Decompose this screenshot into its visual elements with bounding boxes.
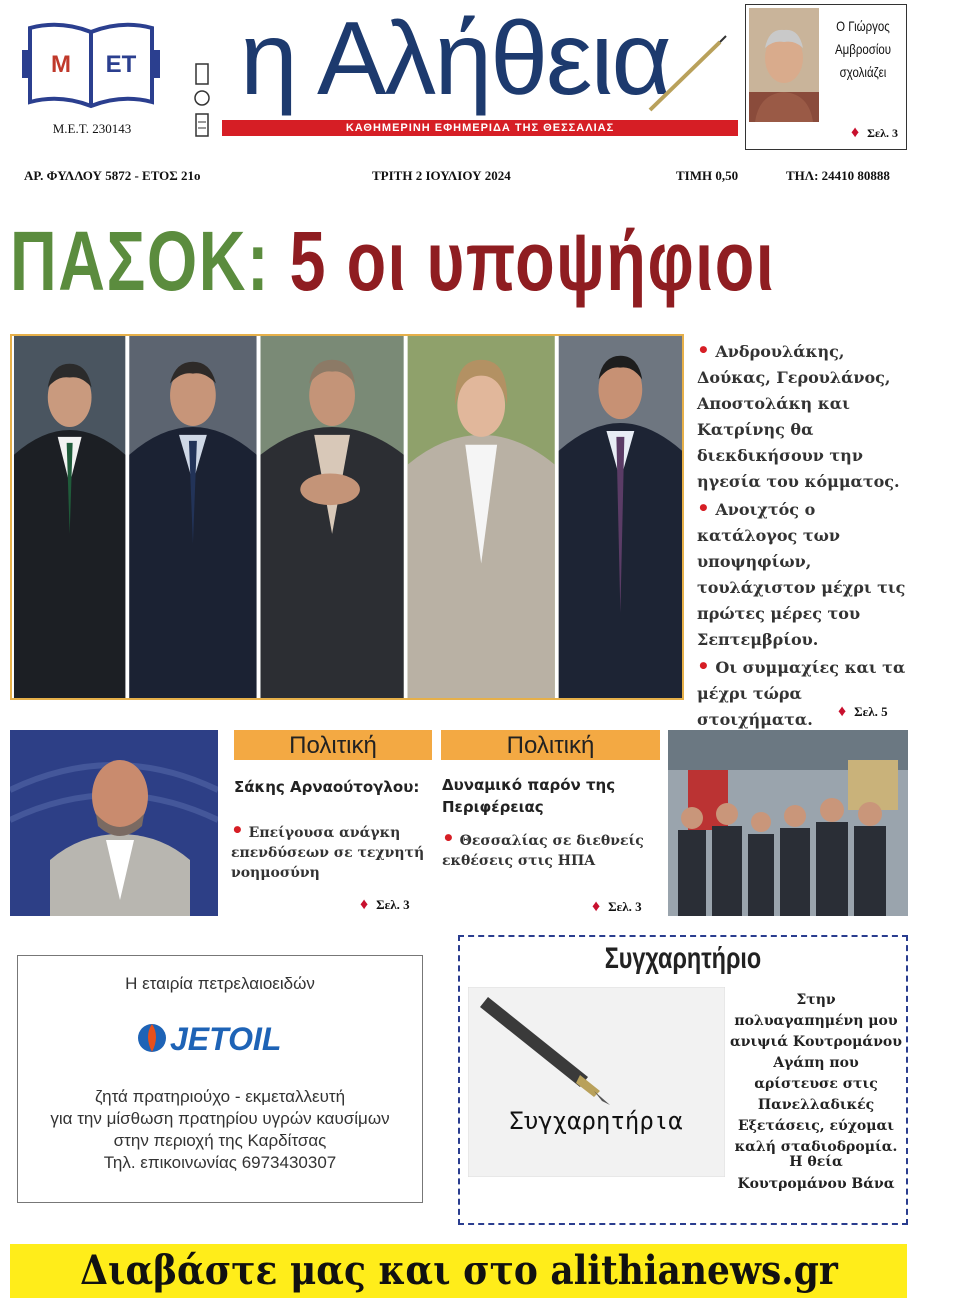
story-left-text xyxy=(231,820,429,883)
delegation-photo[interactable] xyxy=(668,730,908,916)
diamond-icon: ♦ xyxy=(592,898,601,915)
ad-line-2: για την μίσθωση πρατηρίου υγρών καυσίμων xyxy=(50,1109,390,1128)
main-story-bullets xyxy=(697,337,913,733)
bullet-icon: • xyxy=(231,818,244,842)
congrats-message: Στην πολυαγαπημένη μου ανιψιά Κουτρομάνου Αγάπη που αρίστευσε στις Πανελλαδικές Εξετάσεις, εύχομαι καλή σταδιοδρομία. xyxy=(730,992,902,1155)
ad-intro: Η εταιρία πετρελαιοειδών xyxy=(125,974,315,993)
diamond-icon: ♦ xyxy=(850,124,860,141)
pen-icon xyxy=(640,30,730,120)
bullet-item xyxy=(697,495,913,653)
story-left-body: Επείγουσα ανάγκη επενδύσεων σε τεχνητή νοημοσύνη xyxy=(231,825,425,881)
candidate-photo-5 xyxy=(559,336,682,698)
fountain-pen-image xyxy=(468,987,725,1177)
opinion-box[interactable] xyxy=(745,4,907,150)
jetoil-ad[interactable] xyxy=(17,955,423,1203)
met-code: Μ.Ε.Τ. 230143 xyxy=(52,121,132,136)
bullet-text: Ανοιχτός ο κατάλογος των υποψηφίων, τουλάχιστον μέχρι τις πρώτες μέρες του Σεπτεμβρίου. xyxy=(697,500,906,649)
opinion-caption xyxy=(829,15,896,84)
bullet-icon: • xyxy=(697,338,710,362)
candidate-photo-1 xyxy=(14,336,125,698)
issue-number: ΑΡ. ΦΥΛΛΟΥ 5872 - ΕΤΟΣ 21ο xyxy=(24,168,201,183)
issue-date: ΤΡΙΤΗ 2 ΙΟΥΛΙΟΥ 2024 xyxy=(372,168,511,183)
signature-line-1: Η θεία xyxy=(789,1154,843,1170)
met-letters-et: ΕΤ xyxy=(105,51,137,78)
seal-icon xyxy=(193,62,213,140)
ad-line-3: στην περιοχή της Καρδίτσας xyxy=(113,1131,327,1150)
columnist-photo xyxy=(749,8,819,122)
category-tab-politics[interactable]: Πολιτική xyxy=(234,730,432,760)
bullet-icon: • xyxy=(697,496,710,520)
ad-body xyxy=(18,1086,422,1174)
story-right-text xyxy=(442,828,662,871)
bullet-item xyxy=(697,653,913,733)
page-label: Σελ. 3 xyxy=(376,897,410,912)
subtitle-bar: ΚΑΘΗΜΕΡΙΝΗ ΕΦΗΜΕΡΙΔΑ ΤΗΣ ΘΕΣΣΑΛΙΑΣ xyxy=(222,120,738,136)
issue-price: ΤΙΜΗ 0,50 xyxy=(676,168,739,183)
story-right-page-ref[interactable] xyxy=(592,898,642,916)
diamond-icon: ♦ xyxy=(360,896,369,913)
main-story-page-ref[interactable] xyxy=(838,703,888,721)
headline-party: ΠΑΣΟΚ: xyxy=(10,214,271,308)
diamond-icon: ♦ xyxy=(838,703,847,720)
bullet-text: Ανδρουλάκης, Δούκας, Γερουλάνος, Αποστολάκη και Κατρίνης θα διεκδικήσουν την ηγεσία του κόμματος. xyxy=(697,342,900,491)
candidate-photo-3 xyxy=(261,336,404,698)
congrats-box xyxy=(458,935,908,1225)
candidate-photo-4 xyxy=(408,336,555,698)
congrats-title: Συγχαρητήριο xyxy=(604,942,762,975)
page-label: Σελ. 3 xyxy=(608,899,642,914)
opinion-page-label: Σελ. 3 xyxy=(867,126,898,140)
opinion-line-1: Ο Γιώργος xyxy=(836,18,890,34)
main-headline[interactable] xyxy=(10,206,776,316)
headline-candidates: 5 οι υποψήφιοι xyxy=(289,214,776,308)
signature-line-2: Κουτρομάνου Βάνα xyxy=(737,1176,895,1192)
met-letter-m: Μ xyxy=(51,51,71,78)
story-right-body: Θεσσαλίας σε διεθνείς εκθέσεις στις ΗΠΑ xyxy=(442,833,644,869)
page-label: Σελ. 5 xyxy=(854,704,888,719)
contact-phone: ΤΗΛ: 24410 80888 xyxy=(786,168,890,183)
met-logo xyxy=(22,22,160,112)
banner-text: Διαβάστε μας και στο alithianews.gr xyxy=(79,1247,838,1294)
bullet-text: Οι συμμαχίες και τα μέχρι τώρα στοιχήματα. xyxy=(697,658,906,729)
ad-line-1: ζητά πρατηριούχο - εκμεταλλευτή xyxy=(94,1087,346,1106)
image-script-text: Συγχαρητήρια xyxy=(509,1107,683,1135)
website-banner[interactable] xyxy=(10,1244,907,1298)
bullet-item xyxy=(697,337,913,495)
jetoil-logo xyxy=(134,1016,314,1060)
opinion-line-2: Αμβροσίου xyxy=(834,41,892,57)
category-tab-politics[interactable]: Πολιτική xyxy=(441,730,660,760)
story-right-title[interactable]: Δυναμικό παρόν της Περιφέρειας xyxy=(442,776,616,816)
ad-phone: Τηλ. επικοινωνίας 6973430307 xyxy=(103,1153,337,1172)
jetoil-brand: JETOIL xyxy=(170,1021,282,1057)
candidates-photo[interactable] xyxy=(10,334,684,700)
opinion-page-ref xyxy=(851,124,898,142)
bullet-icon: • xyxy=(697,654,710,678)
congrats-signature xyxy=(730,1151,902,1195)
sakis-photo[interactable] xyxy=(10,730,218,916)
opinion-line-3: σχολιάζει xyxy=(839,64,887,80)
newspaper-title: η Αλήθεια xyxy=(240,1,670,117)
candidate-photo-2 xyxy=(129,336,256,698)
story-left-page-ref[interactable] xyxy=(360,896,410,914)
bullet-icon: • xyxy=(442,826,455,850)
story-left-title[interactable]: Σάκης Αρναούτογλου: xyxy=(234,778,420,796)
